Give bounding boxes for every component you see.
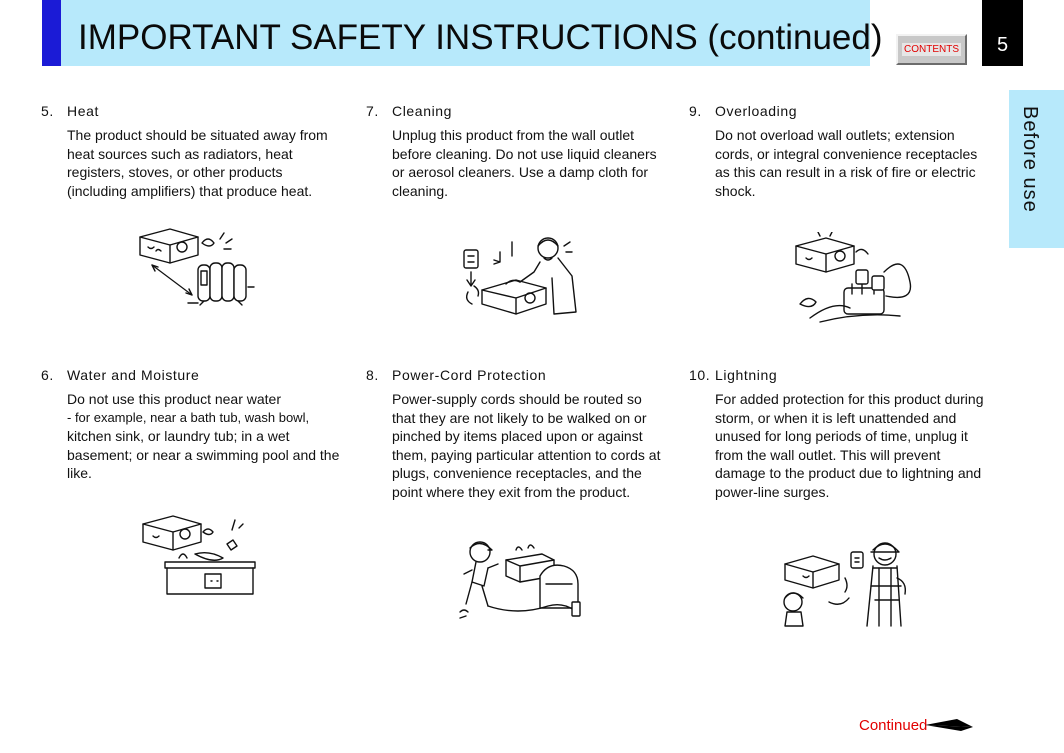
item-body: The product should be situated away from heat sources such as radiators, heat registers, stoves, or other products (including amplifiers) that produce heat. — [67, 127, 328, 199]
item-number: 7. — [366, 103, 379, 119]
item-heading — [689, 367, 991, 383]
item-title: Power-Cord Protection — [392, 367, 547, 383]
item-body: Unplug this product from the wall outlet before cleaning. Do not use liquid cleaners or aerosol cleaners. Use a damp cloth for cleaning. — [392, 127, 657, 199]
item-title: Overloading — [715, 103, 798, 119]
item-body: Do not overload wall outlets; extension cords, or integral convenience receptacles as this can result in a risk of fire or electric shock. — [715, 127, 978, 199]
power-cord-illustration — [458, 538, 588, 626]
instruction-lightning — [689, 367, 991, 501]
contents-button-label: CONTENTS — [904, 44, 959, 55]
item-heading — [366, 367, 668, 383]
item-title: Lightning — [715, 367, 778, 383]
header-accent-bar — [42, 0, 61, 66]
item-number: 5. — [41, 103, 54, 119]
page-number-box — [982, 0, 1023, 66]
item-body-line: Do not use this product near water — [67, 391, 282, 407]
item-number: 9. — [689, 103, 702, 119]
item-heading — [366, 103, 666, 119]
instruction-power-cord — [366, 367, 668, 501]
item-title: Cleaning — [392, 103, 453, 119]
cleaning-illustration — [460, 232, 588, 324]
item-body-small: - for example, near a bath tub, wash bowl, — [67, 409, 310, 425]
continued-label: Continued — [859, 716, 928, 734]
page-title: IMPORTANT SAFETY INSTRUCTIONS (continued) — [78, 18, 883, 57]
item-title: Water and Moisture — [67, 367, 200, 383]
item-heading — [689, 103, 991, 119]
item-heading — [41, 103, 331, 119]
item-heading — [41, 367, 341, 383]
item-number: 8. — [366, 367, 379, 383]
arrow-right-icon — [925, 715, 973, 735]
item-body-rest: kitchen sink, or laundry tub; in a wet basement; or near a swimming pool and the like. — [67, 428, 340, 481]
contents-button[interactable] — [896, 34, 967, 65]
item-number: 6. — [41, 367, 54, 383]
continued-link[interactable] — [859, 715, 973, 735]
heat-illustration — [130, 225, 260, 310]
overloading-illustration — [790, 232, 920, 324]
item-body — [67, 390, 341, 483]
instruction-overloading — [689, 103, 991, 200]
item-body: Power-supply cords should be routed so that they are not likely to be walked on or pinched by items placed upon or against them, paying particular attention to cords at plugs, convenience receptacles, and the point where they exit from the product. — [392, 391, 661, 500]
lightning-illustration — [775, 538, 915, 630]
page-number: 5 — [996, 34, 1009, 56]
item-body: For added protection for this product during storm, or when it is left unattended and unused for long periods of time, unplug it from the wall outlet. This will prevent damage to the product due to lightning and power-line surges. — [715, 391, 984, 500]
item-title: Heat — [67, 103, 99, 119]
instruction-heat — [41, 103, 331, 200]
item-number: 10. — [689, 367, 711, 383]
side-tab-label: Before use — [1019, 106, 1041, 213]
water-illustration — [135, 510, 260, 598]
instruction-water-moisture — [41, 367, 341, 483]
instruction-cleaning — [366, 103, 666, 200]
